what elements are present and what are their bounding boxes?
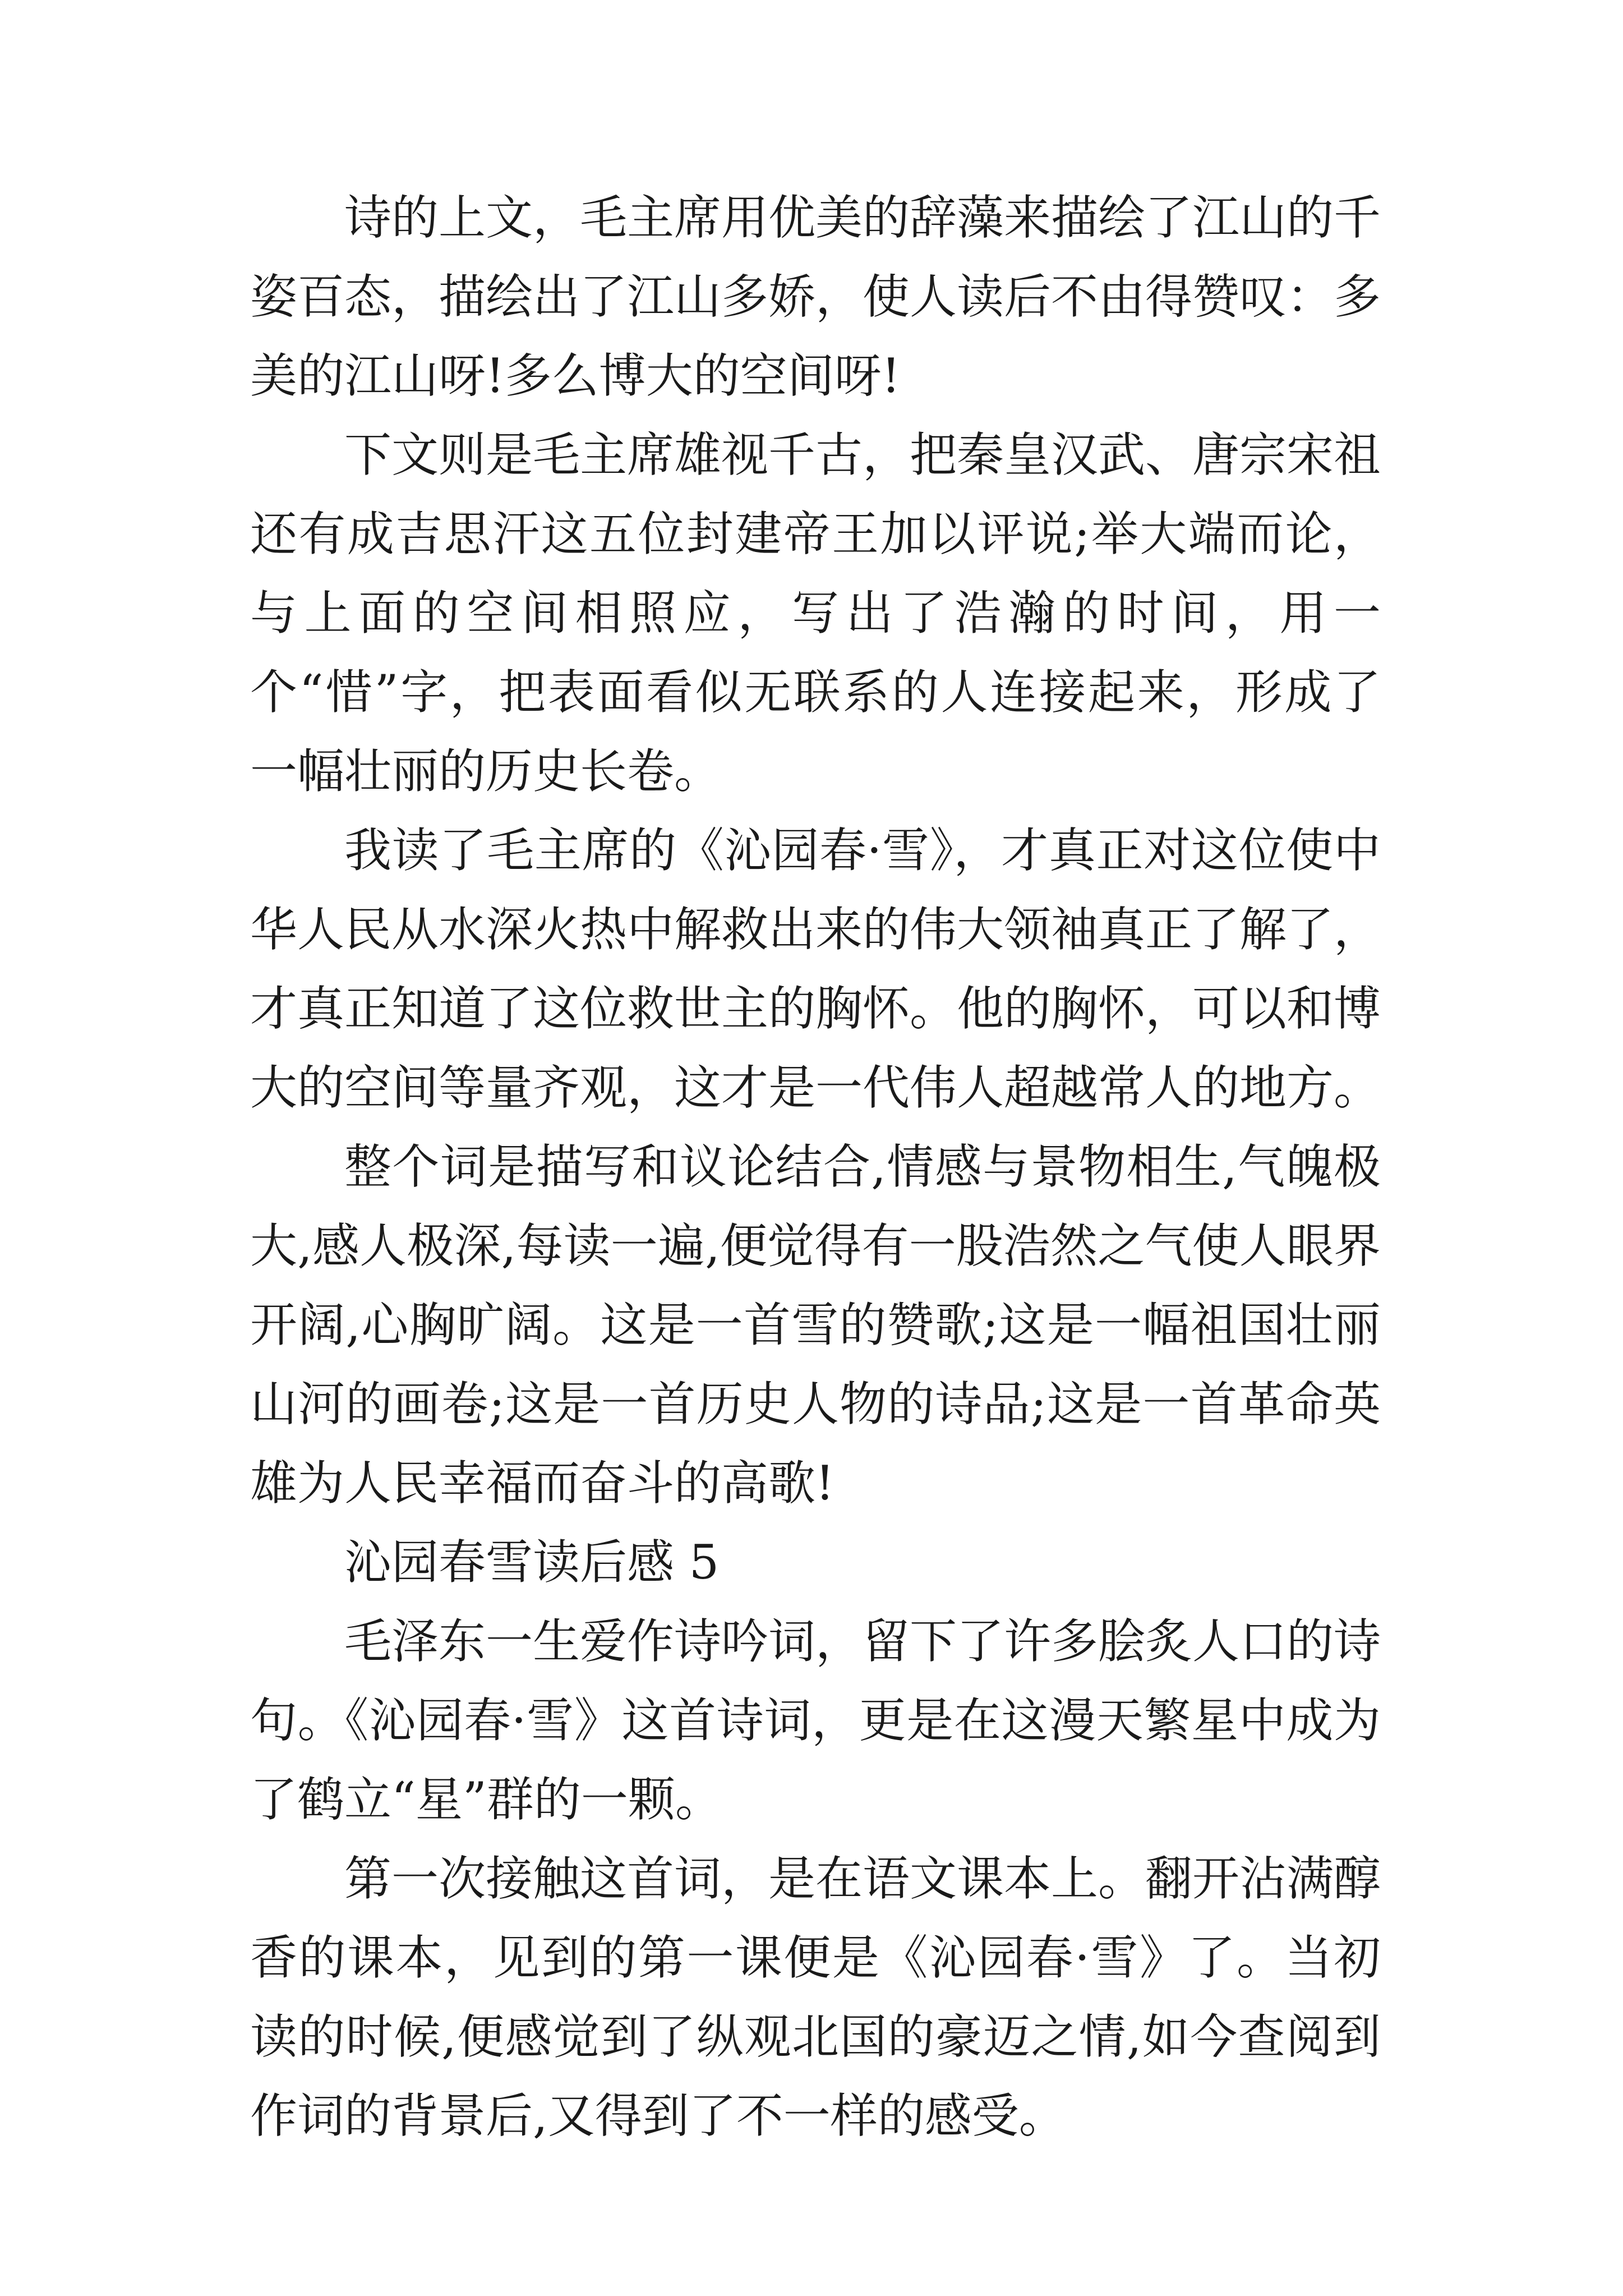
paragraph-first-contact: 第一次接触这首词，是在语文课本上。翻开沾满醇香的课本，见到的第一课便是《沁园春·雪》了。当初读的时候,便感觉到了纵观北国的豪迈之情,如今查阅到作词的背景后,又得到了不一样的感受。 bbox=[250, 1851, 1381, 2143]
paragraph-lower-text: 下文则是毛主席雄视千古，把秦皇汉武、唐宗宋祖还有成吉思汗这五位封建帝王加以评说;举大端而论，与上面的空间相照应，写出了浩瀚的时间，用一个“惜”字，把表面看似无联系的人连接起来，形成了一幅壮丽的历史长卷。 bbox=[250, 427, 1381, 799]
document-body bbox=[250, 178, 1381, 2156]
paragraph-reading-reflection: 我读了毛主席的《沁园春·雪》，才真正对这位使中华人民从水深火热中解救出来的伟大领袖真正了解了，才真正知道了这位救世主的胸怀。他的胸怀，可以和博大的空间等量齐观，这才是一代伟人超越常人的地方。 bbox=[250, 823, 1381, 1115]
section-heading: 沁园春雪读后感 5 bbox=[344, 1535, 720, 1590]
paragraph-mao-poems: 毛泽东一生爱作诗吟词，留下了许多脍炙人口的诗句。《沁园春·雪》这首诗词，更是在这漫天繁星中成为了鹤立“星”群的一颗。 bbox=[250, 1614, 1381, 1827]
paragraph-upper-text: 诗的上文，毛主席用优美的辞藻来描绘了江山的千姿百态，描绘出了江山多娇，使人读后不由得赞叹：多美的江山呀!多么博大的空间呀! bbox=[250, 190, 1381, 403]
paragraph-whole-poem: 整个词是描写和议论结合,情感与景物相生,气魄极大,感人极深,每读一遍,便觉得有一股浩然之气使人眼界开阔,心胸旷阔。这是一首雪的赞歌;这是一幅祖国壮丽山河的画卷;这是一首历史人物的诗品;这是一首革命英雄为人民幸福而奋斗的高歌! bbox=[250, 1139, 1381, 1511]
